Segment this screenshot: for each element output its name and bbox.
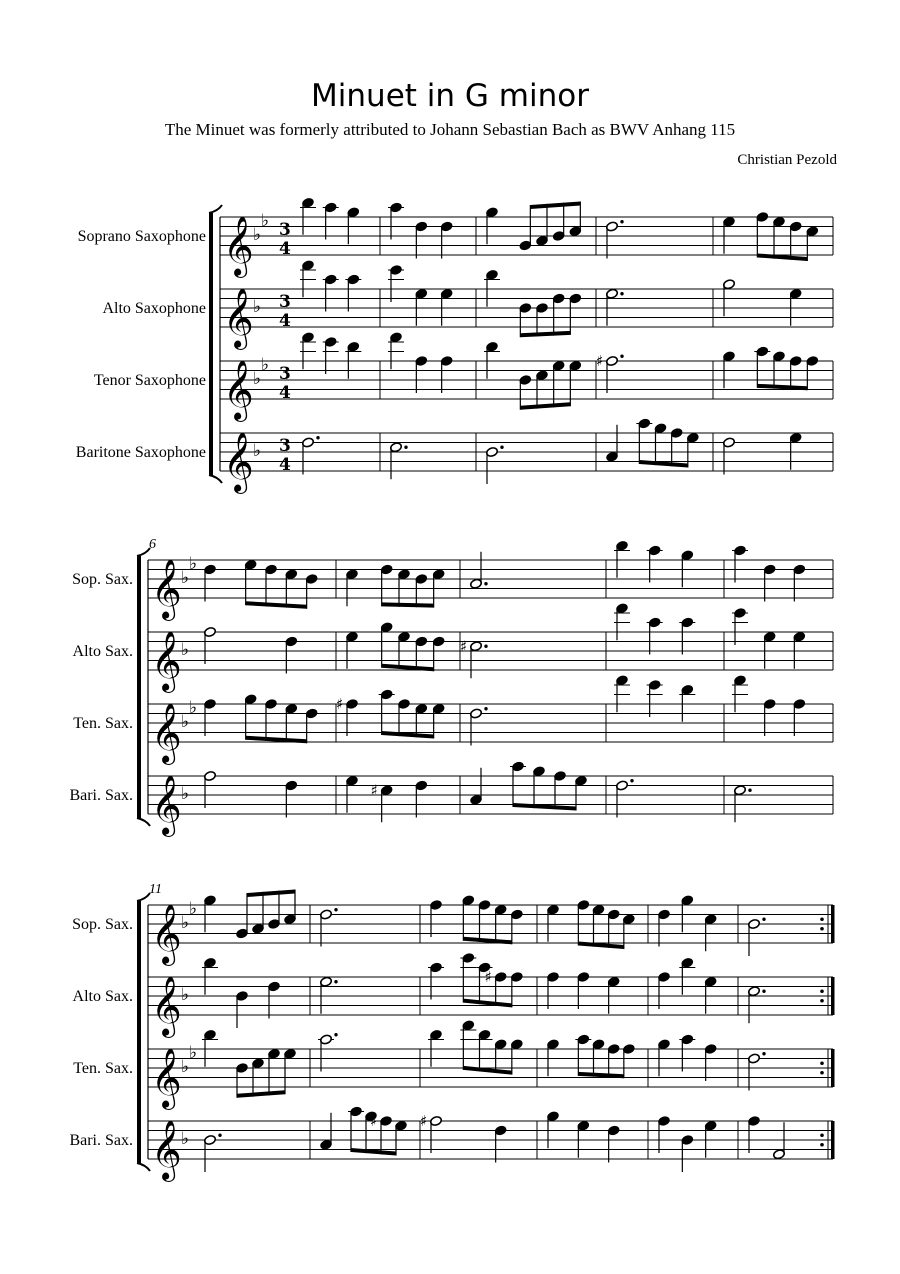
sharp-sign: ♯: [484, 968, 492, 986]
sharp-sign: ♯: [596, 352, 604, 370]
treble-clef-icon: 𝄞: [151, 775, 182, 835]
beam: [463, 1066, 512, 1075]
time-signature-bottom: 4: [279, 239, 291, 259]
instrument-label: Sop. Sax.: [72, 571, 133, 588]
dot: [484, 582, 487, 585]
instrument-label: Bari. Sax.: [69, 1132, 133, 1149]
key-flat: ♭: [181, 985, 190, 1005]
key-flat: ♭: [253, 225, 262, 245]
staff-2: [73, 952, 835, 1038]
bracket-bottom: [137, 818, 150, 826]
instrument-label: Alto Saxophone: [102, 300, 206, 317]
beam: [520, 331, 570, 337]
treble-clef-icon: 𝄞: [223, 360, 254, 420]
key-flat: ♭: [181, 1129, 190, 1149]
measure-number: 11: [149, 882, 162, 897]
staff-4: [69, 761, 833, 837]
instrument-label: Ten. Sax.: [73, 1060, 133, 1077]
time-signature-top: 3: [279, 436, 291, 456]
staff-1: [72, 540, 833, 621]
staff-3: [94, 332, 833, 422]
key-flat: ♭: [261, 354, 270, 375]
dot: [762, 918, 765, 921]
measure-number: 6: [149, 537, 156, 552]
staff-1: [78, 197, 833, 278]
key-flat: ♭: [181, 1057, 190, 1077]
dot: [484, 645, 487, 648]
staff-4: [69, 1106, 834, 1182]
key-flat: ♭: [253, 441, 262, 461]
dot: [218, 1134, 221, 1137]
bracket-top: [209, 205, 222, 213]
staff-4: [76, 418, 833, 494]
key-flat: ♭: [189, 898, 198, 919]
dot: [762, 1052, 765, 1055]
dot: [484, 707, 487, 710]
repeat-dot: [820, 1133, 824, 1137]
dot: [404, 446, 407, 449]
beam: [520, 402, 570, 410]
sharp-sign: ♯: [336, 695, 344, 713]
treble-clef-icon: 𝄞: [151, 904, 182, 964]
instrument-label: Baritone Saxophone: [75, 444, 206, 461]
beam: [530, 201, 580, 209]
dot: [500, 446, 503, 449]
dot: [620, 220, 623, 223]
time-signature-bottom: 4: [279, 311, 291, 331]
sharp-sign: ♯: [370, 1112, 378, 1130]
beam: [382, 602, 434, 607]
key-flat: ♭: [189, 1042, 198, 1063]
beam: [237, 1090, 285, 1098]
repeat-thick-bar: [831, 1121, 835, 1159]
sharp-sign: ♯: [420, 1112, 428, 1130]
dot: [762, 990, 765, 993]
repeat-dot: [820, 1143, 824, 1147]
treble-clef-icon: 𝄞: [151, 1048, 182, 1108]
time-signature-top: 3: [279, 292, 291, 312]
dot: [334, 908, 337, 911]
staff-1: [72, 889, 834, 966]
instrument-label: Tenor Saxophone: [93, 372, 206, 389]
dot: [334, 1033, 337, 1036]
key-flat: ♭: [189, 697, 198, 718]
repeat-thick-bar: [831, 1049, 835, 1087]
treble-clef-icon: 𝄞: [151, 559, 182, 619]
repeat-dot: [820, 1061, 824, 1065]
instrument-label: Soprano Saxophone: [77, 228, 206, 245]
key-flat: ♭: [189, 553, 198, 574]
repeat-thick-bar: [831, 905, 835, 943]
bracket-bottom: [137, 1163, 150, 1171]
key-flat: ♭: [253, 369, 262, 389]
repeat-dot: [820, 1071, 824, 1075]
repeat-dot: [820, 999, 824, 1003]
key-flat: ♭: [181, 712, 190, 732]
dot: [748, 789, 751, 792]
beam: [247, 889, 295, 897]
instrument-label: Alto Sax.: [72, 643, 133, 660]
time-signature-bottom: 4: [279, 383, 291, 403]
staff-3: [73, 675, 833, 765]
score-title: Minuet in G minor: [311, 78, 589, 114]
dot: [316, 436, 319, 439]
sharp-sign: ♯: [370, 781, 378, 800]
system-2: [69, 537, 833, 837]
treble-clef-icon: 𝄞: [223, 432, 254, 492]
dot: [620, 355, 623, 358]
key-flat: ♭: [181, 640, 190, 660]
repeat-dot: [820, 989, 824, 993]
treble-clef-icon: 𝄞: [151, 703, 182, 763]
system-1: [76, 197, 833, 494]
time-signature-bottom: 4: [279, 455, 291, 475]
key-flat: ♭: [181, 568, 190, 588]
key-flat: ♭: [181, 913, 190, 933]
beam: [463, 999, 512, 1008]
time-signature-top: 3: [279, 220, 291, 240]
dot: [334, 980, 337, 983]
sharp-sign: ♯: [460, 637, 468, 656]
treble-clef-icon: 𝄞: [151, 631, 182, 691]
system-3: [69, 882, 834, 1182]
key-flat: ♭: [253, 297, 262, 317]
instrument-label: Ten. Sax.: [73, 715, 133, 732]
staff-2: [73, 603, 833, 693]
repeat-dot: [820, 927, 824, 931]
treble-clef-icon: 𝄞: [151, 1120, 182, 1180]
staff-3: [73, 1020, 834, 1110]
instrument-label: Alto Sax.: [72, 988, 133, 1005]
repeat-thick-bar: [831, 977, 835, 1015]
score-subtitle: The Minuet was formerly attributed to Johann Sebastian Bach as BWV Anhang 115: [164, 120, 736, 139]
treble-clef-icon: 𝄞: [223, 216, 254, 276]
time-signature-top: 3: [279, 364, 291, 384]
key-flat: ♭: [261, 210, 270, 231]
instrument-label: Sop. Sax.: [72, 916, 133, 933]
beam: [246, 601, 307, 609]
composer-name: Christian Pezold: [737, 152, 837, 168]
bracket-bottom: [209, 475, 222, 483]
treble-clef-icon: 𝄞: [151, 976, 182, 1036]
dot: [630, 779, 633, 782]
repeat-dot: [820, 917, 824, 921]
treble-clef-icon: 𝄞: [223, 288, 254, 348]
key-flat: ♭: [181, 784, 190, 804]
instrument-label: Bari. Sax.: [69, 787, 133, 804]
dot: [620, 292, 623, 295]
